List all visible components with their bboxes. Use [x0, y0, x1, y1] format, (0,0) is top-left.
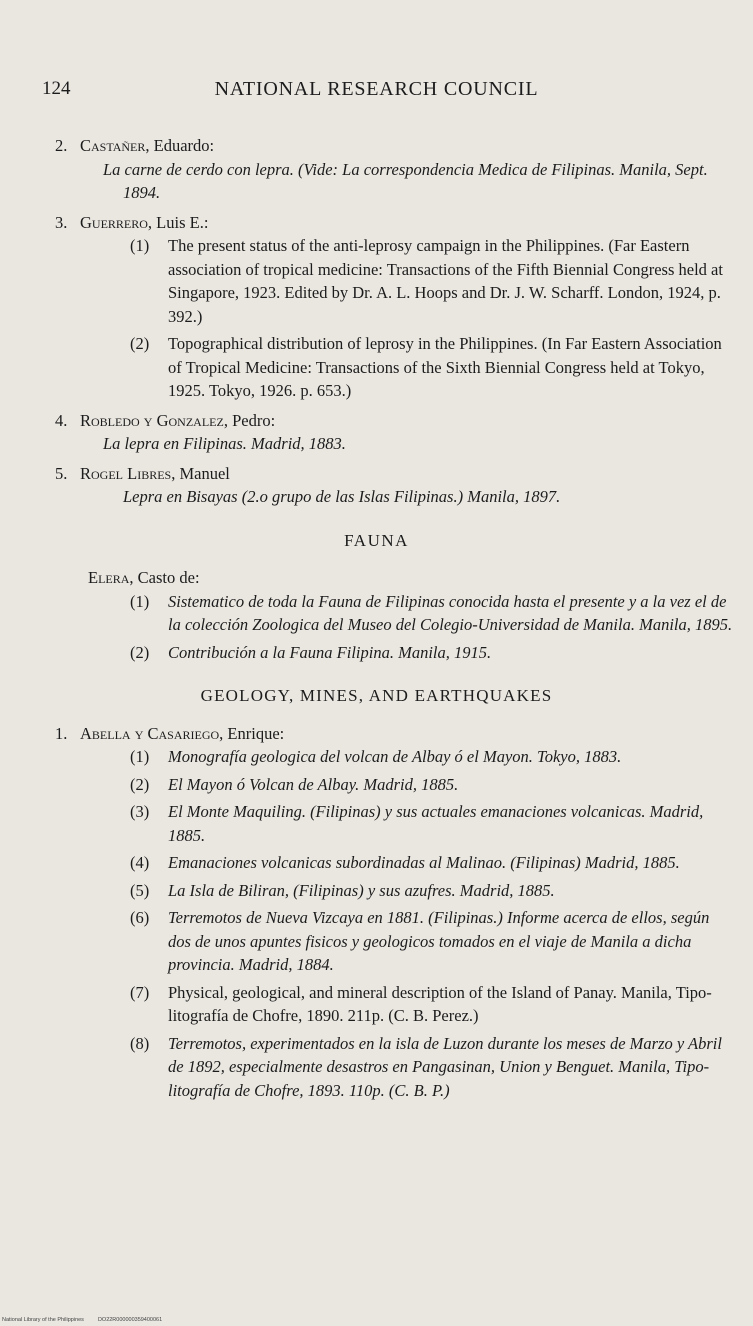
entry-sub-item: (4) Emanaciones volcanicas subordinadas al Malinao. (Filipinas) Madrid, 1885.	[130, 853, 680, 872]
entry-number: 1.	[55, 723, 68, 743]
running-title: NATIONAL RESEARCH COUNCIL	[214, 78, 539, 100]
entry-number: 3.	[55, 212, 68, 232]
entry-sub-item: (2) Topographical distribution of leprosy in the Philippines. (In Far Eastern Association of Tropical Medicine: Transactions of the Sixth Biennial Congress held at Tokyo, 1925. Tokyo, 1926. p. 653.)	[130, 334, 722, 400]
scan-code: DO22R000000359400061	[97, 1317, 163, 1323]
bibliography-entry	[0, 211, 753, 403]
entry-number: 4.	[55, 410, 68, 430]
entry-sub-item: (1) Monografía geologica del volcan de Albay ó el Mayon. Tokyo, 1883.	[130, 747, 622, 766]
entry-sub-item: (1) Sistematico de toda la Fauna de Filipinas conocida hasta el presente y a la vez el de la colección Zoologica del Museo del Colegio-Universidad de Manila. Manila, 1895.	[130, 591, 733, 634]
entry-number: 2.	[55, 136, 68, 155]
page-header	[30, 78, 723, 106]
bibliography-body	[0, 134, 753, 1108]
entry-sub-item: (7) Physical, geological, and mineral description of the Island of Panay. Manila, Tipo-litografía de Chofre, 1890. 211p. (C. B. Perez.)	[130, 982, 712, 1025]
entry-citation: Lepra en Bisayas (2.o grupo de las Islas Filipinas.) Manila, 1897.	[123, 487, 561, 506]
page-number: 124	[42, 78, 71, 99]
entry-author: Elera, Casto de:	[88, 568, 200, 587]
bibliography-entry	[0, 134, 753, 205]
entry-sub-item: (3) El Monte Maquiling. (Filipinas) y sus actuales emanaciones volcanicas. Madrid, 1885.	[130, 802, 704, 845]
entry-author: Rogel Libres, Manuel	[80, 463, 230, 483]
entry-sub-item: (2) El Mayon ó Volcan de Albay. Madrid, 1885.	[130, 774, 459, 794]
section-heading-geology: GEOLOGY, MINES, AND EARTHQUAKES	[200, 686, 553, 705]
entry-sub-item: (6) Terremotos de Nueva Vizcaya en 1881. (Filipinas.) Informe acerca de ellos, según dos de unos apuntes fisicos y geologicos tomados en el viaje de Manila a dicha provincia. Madrid, 1884.	[130, 908, 710, 974]
entry-sub-item: (2) Contribución a la Fauna Filipina. Manila, 1915.	[130, 642, 492, 662]
bibliography-entry	[0, 566, 753, 664]
entry-sub-item: (5) La Isla de Biliran, (Filipinas) y sus azufres. Madrid, 1885.	[130, 880, 555, 900]
section-heading-fauna: FAUNA	[344, 530, 409, 550]
bibliography-entry	[0, 409, 753, 456]
entry-number: 5.	[55, 463, 68, 483]
entry-citation: La lepra en Filipinas. Madrid, 1883.	[103, 434, 346, 453]
library-credit: National Library of the Philippines	[2, 1317, 84, 1323]
entry-author: Robledo y Gonzalez, Pedro:	[80, 410, 276, 430]
bibliography-entry	[0, 462, 753, 509]
bibliography-entry	[0, 722, 753, 1103]
entry-author: Abella y Casariego, Enrique:	[80, 723, 285, 743]
entry-sub-item: (1) The present status of the anti-leprosy campaign in the Philippines. (Far Eastern association of tropical medicine: Transactions of the Fifth Biennial Congress held at Singapore, 1923. Edited by Dr. A. L. Hoops and Dr. J. W. Scharff. London, 1924, p. 392.)	[130, 236, 723, 326]
entry-author: Castañer, Eduardo:	[80, 136, 215, 155]
entry-citation: La carne de cerdo con lepra. (Vide: La correspondencia Medica de Filipinas. Manila, Sept. 1894.	[103, 159, 708, 202]
scan-footer	[2, 1317, 162, 1323]
entry-sub-item: (8) Terremotos, experimentados en la isla de Luzon durante los meses de Marzo y Abril de 1892, especialmente desastros en Pangasinan, Union y Benguet. Manila, Tipo-litografía de Chofre, 1893. 110p. (C. B. P.)	[130, 1033, 722, 1100]
entry-author: Guerrero, Luis E.:	[80, 212, 209, 232]
